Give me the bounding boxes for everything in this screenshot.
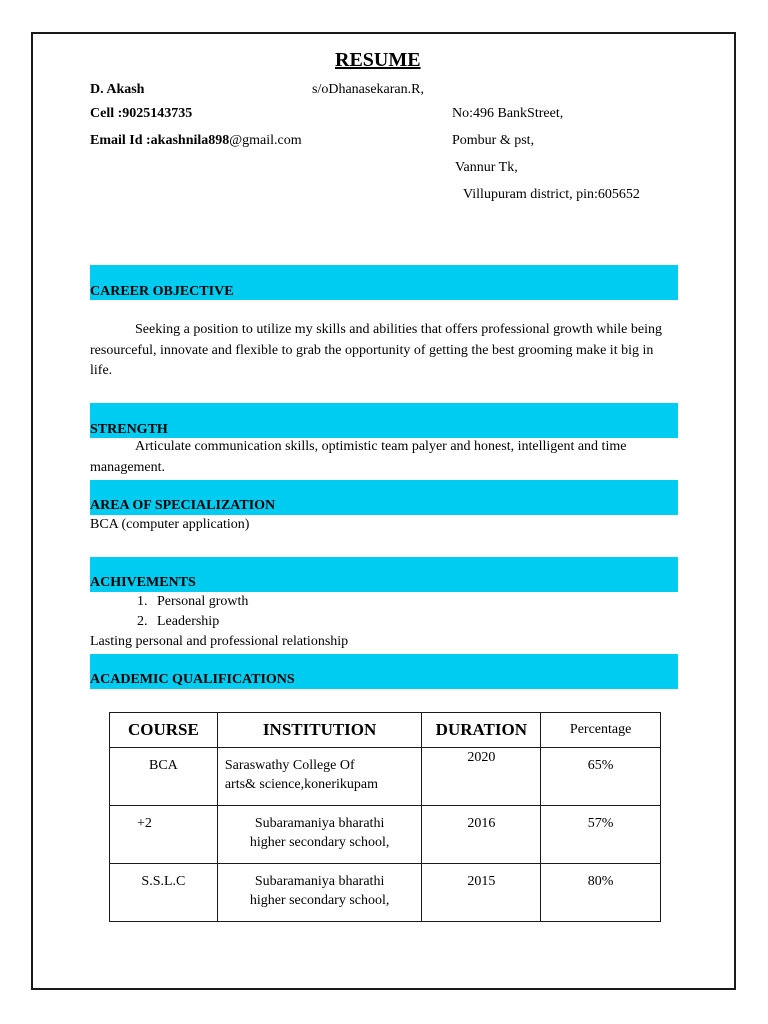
institution-line: Saraswathy College Of: [224, 758, 355, 773]
percentage-cell: 80%: [541, 864, 661, 922]
duration-cell: 2015: [422, 864, 541, 922]
academic-table: [109, 712, 661, 922]
name: D. Akash: [90, 82, 145, 97]
duration-cell: 2020: [422, 748, 541, 806]
percentage-cell: 65%: [541, 748, 661, 806]
table-row: [110, 806, 661, 864]
email-label: Email Id :akashnila898: [90, 133, 230, 148]
specialization-band: [90, 480, 678, 515]
career-objective-text: Seeking a position to utilize my skills and abilities that offers professional growth while being resourceful, innovate and flexible to grab the opportunity of getting the best grooming make it big in life.: [90, 322, 662, 378]
parent-name: s/oDhanasekaran.R,: [312, 82, 424, 97]
column-header-course: COURSE: [110, 713, 218, 748]
career-objective-heading: CAREER OBJECTIVE: [90, 284, 234, 299]
resume-title: RESUME: [335, 49, 421, 71]
address-line-3: Vannur Tk,: [455, 160, 518, 175]
specialization-text: BCA (computer application): [90, 517, 250, 532]
course-cell: BCA: [110, 748, 218, 806]
strength-text: Articulate communication skills, optimistic team palyer and honest, intelligent and time management.: [90, 439, 627, 475]
career-objective-band: [90, 265, 678, 300]
strength-heading: STRENGTH: [90, 422, 168, 437]
address-line-1: No:496 BankStreet,: [452, 106, 564, 121]
address-line-4: Villupuram district, pin:605652: [463, 187, 640, 202]
cell-number: Cell :9025143735: [90, 106, 193, 121]
institution-line: higher secondary school,: [249, 835, 390, 850]
achievements-band: [90, 557, 678, 592]
duration-cell: 2016: [422, 806, 541, 864]
address-line-2: Pombur & pst,: [452, 133, 535, 148]
course-cell: +2: [110, 806, 218, 864]
specialization-heading: AREA OF SPECIALIZATION: [90, 498, 276, 513]
list-text: Personal growth: [157, 594, 249, 609]
list-text: Leadership: [157, 614, 220, 629]
institution-cell: [217, 864, 422, 922]
achievement-item: [137, 614, 219, 630]
institution-line: Subaramaniya bharathi: [254, 874, 385, 889]
institution-line: arts& science,konerikupam: [224, 777, 378, 792]
institution-cell: [217, 748, 422, 806]
strength-band: [90, 403, 678, 438]
course-cell: S.S.L.C: [110, 864, 218, 922]
institution-line: Subaramaniya bharathi: [254, 816, 385, 831]
achievement-item: [137, 594, 248, 610]
table-row: [110, 748, 661, 806]
list-number: 2.: [137, 614, 148, 629]
table-header-row: [110, 713, 661, 748]
institution-cell: [217, 806, 422, 864]
academic-heading: ACADEMIC QUALIFICATIONS: [90, 672, 295, 687]
list-number: 1.: [137, 594, 148, 609]
column-header-duration: DURATION: [422, 713, 541, 748]
email-domain: @gmail.com: [229, 133, 302, 148]
table-row: [110, 864, 661, 922]
column-header-institution: INSTITUTION: [217, 713, 422, 748]
column-header-percentage: Percentage: [541, 713, 661, 748]
institution-line: higher secondary school,: [249, 893, 390, 908]
achievements-extra: Lasting personal and professional relationship: [90, 634, 349, 649]
academic-band: [90, 654, 678, 689]
percentage-cell: 57%: [541, 806, 661, 864]
achievements-heading: ACHIVEMENTS: [90, 575, 196, 590]
email: [90, 133, 302, 149]
